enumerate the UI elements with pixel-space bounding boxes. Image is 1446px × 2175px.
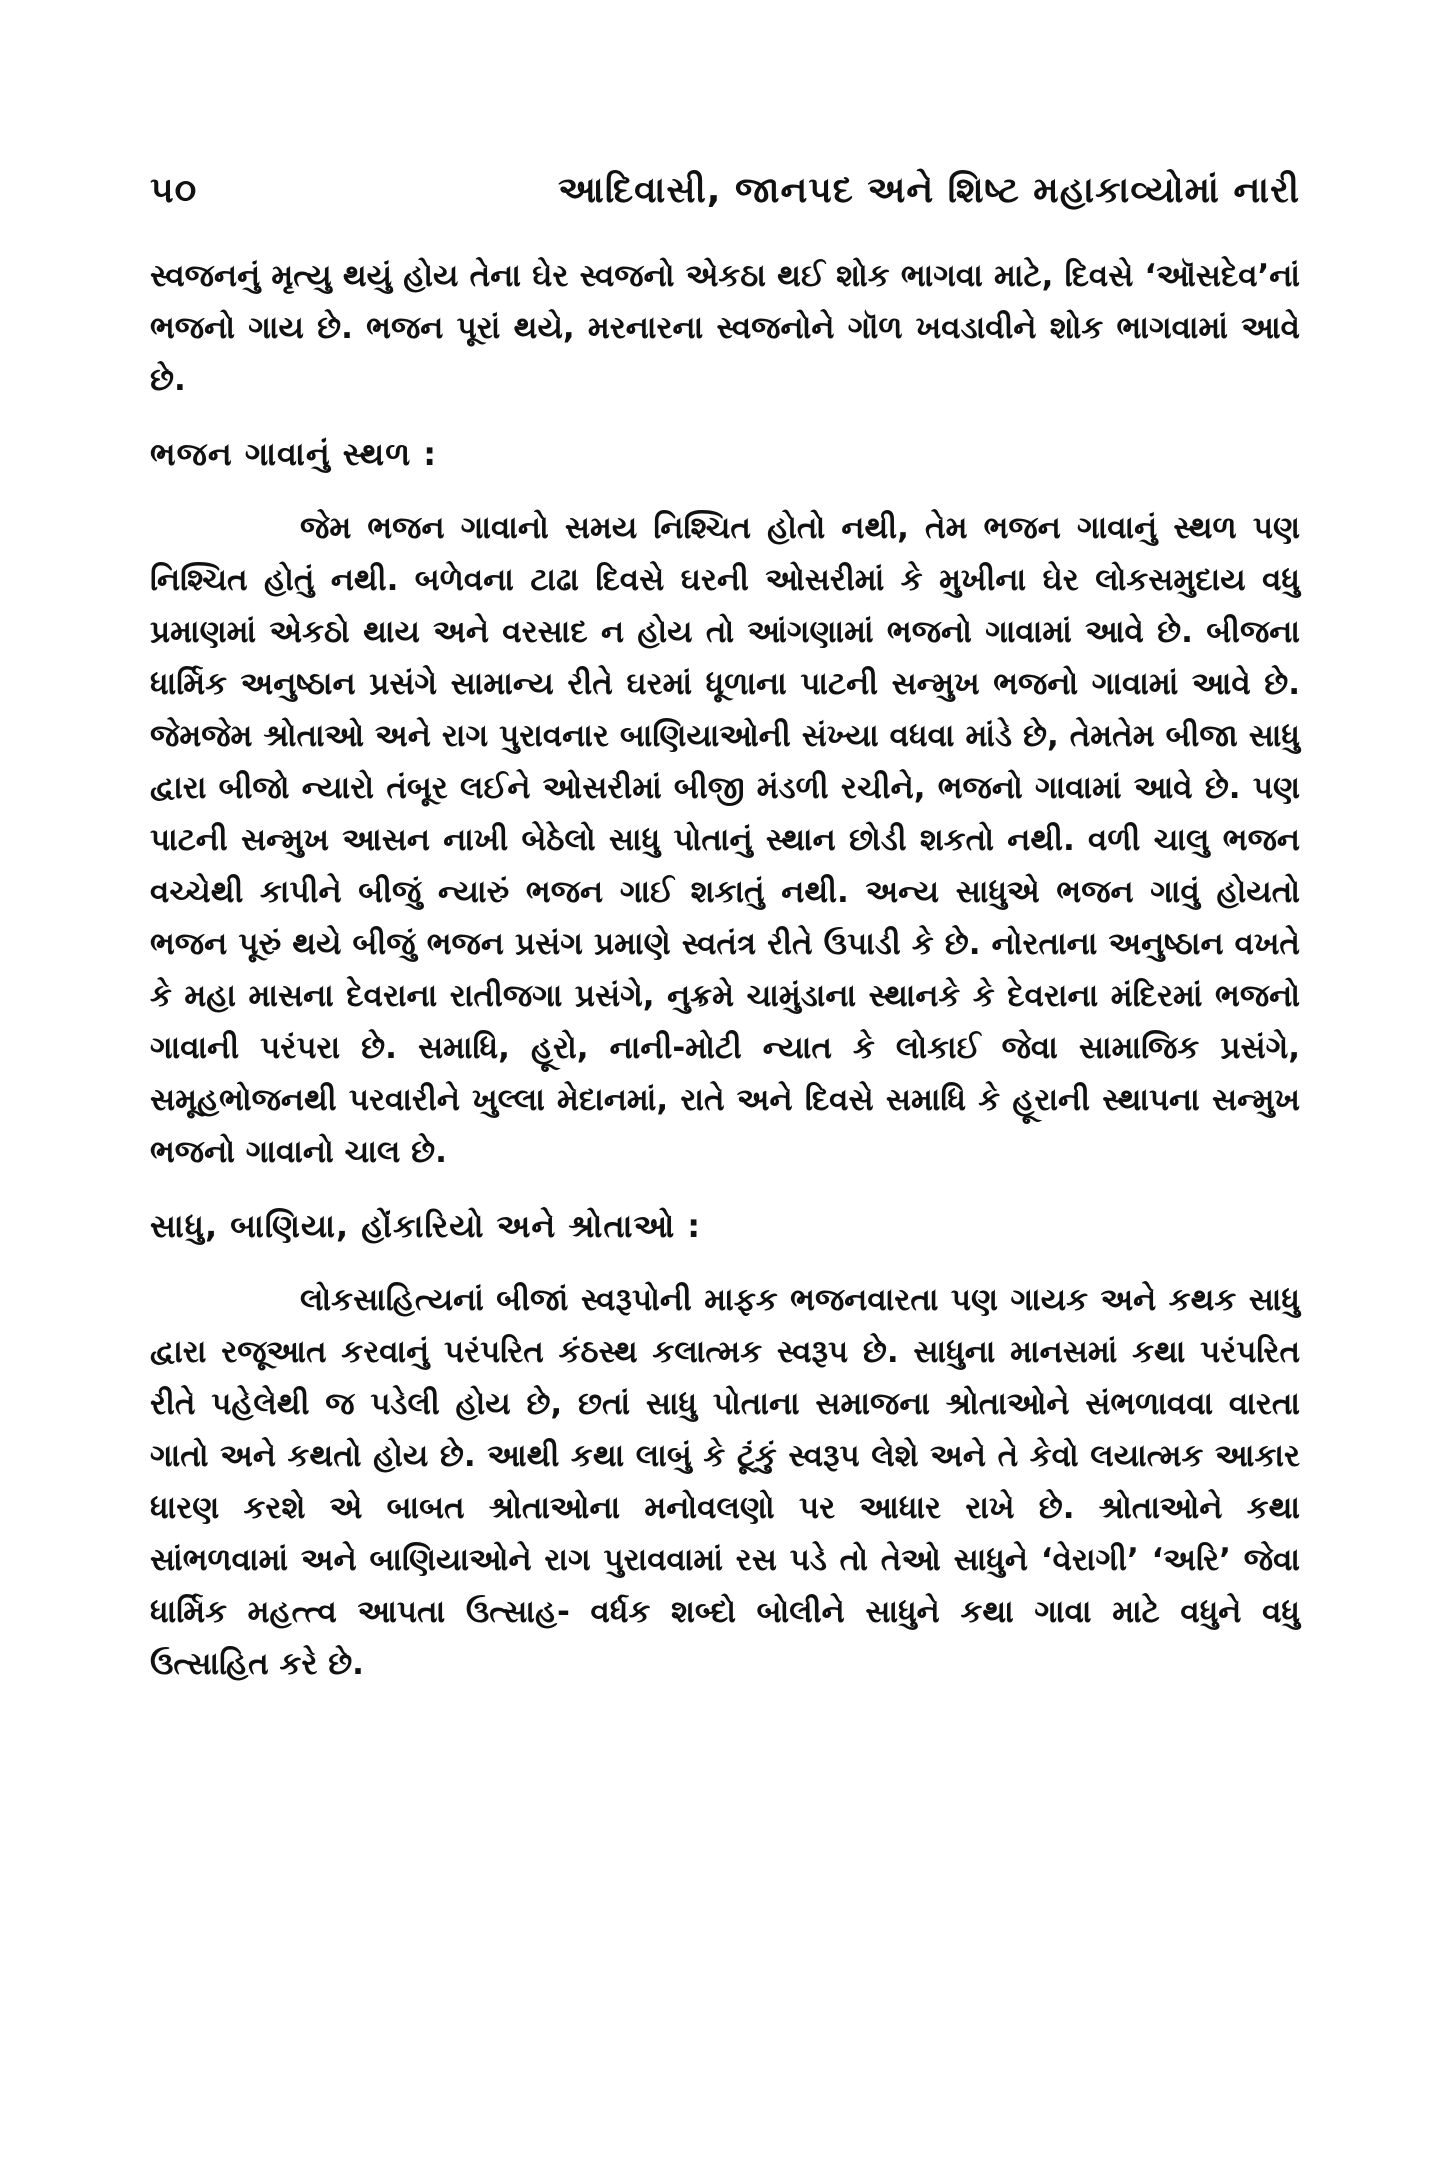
- section-paragraph: લોકસાહિત્યનાં બીજાં સ્વરૂપોની માફક ભજનવારતા પણ ગાયક અને કથક સાધુ દ્વારા રજૂઆત કરવાનું પરંપરિત કંઠસ્થ કલાત્મક સ્વરૂપ છે. સાધુના માનસમાં કથા પરંપરિત રીતે પહેલેથી જ પડેલી હોય છે, છતાં સાધુ પોતાના સમાજના શ્રોતાઓને સંભળાવવા વારતા ગાતો અને કથતો હોય છે. આથી કથા લાબું કે ટૂંકું સ્વરૂપ લેશે અને તે કેવો લયાત્મક આકાર ધારણ કરશે એ બાબત શ્રોતાઓના મનોવલણો પર આધાર રાખે છે. શ્રોતાઓને કથા સાંભળવામાં અને બાણિયાઓને રાગ પુરાવવામાં રસ પડે તો તેઓ સાધુને ‘વેરાગી’ ‘અરિ’ જેવા ધાર્મિક મહત્ત્વ આપતા ઉત્સાહ- વર્ધક શબ્દો બોલીને સાધુને કથા ગાવા માટે વધુને વધુ ઉત્સાહિત કરે છે.: [150, 1282, 1300, 1682]
- running-title: આદિવાસી, જાનપદ અને શિષ્ટ મહાકાવ્યોમાં નારી: [558, 170, 1300, 211]
- section-heading: ભજન ગાવાનું સ્થળ :: [150, 435, 438, 473]
- section-heading: સાધુ, બાણિયા, હોંકારિયો અને શ્રોતાઓ :: [150, 1207, 702, 1245]
- section-paragraph: જેમ ભજન ગાવાનો સમય નિશ્ચિત હોતો નથી, તેમ ભજન ગાવાનું સ્થળ પણ નિશ્ચિત હોતું નથી. બળેવના ટાઢા દિવસે ઘરની ઓસરીમાં કે મુખીના ઘેર લોકસમુદાય વધુ પ્રમાણમાં એકઠો થાય અને વરસાદ ન હોય તો આંગણામાં ભજનો ગાવામાં આવે છે. બીજના ધાર્મિક અનુષ્ઠાન પ્રસંગે સામાન્ય રીતે ઘરમાં ધૂળાના પાટની સન્મુખ ભજનો ગાવામાં આવે છે. જેમજેમ શ્રોતાઓ અને રાગ પુરાવનાર બાણિયાઓની સંખ્યા વધવા માંડે છે, તેમતેમ બીજા સાધુ દ્વારા બીજો ન્યારો તંબૂર લઈને ઓસરીમાં બીજી મંડળી રચીને, ભજનો ગાવામાં આવે છે. પણ પાટની સન્મુખ આસન નાખી બેઠેલો સાધુ પોતાનું સ્થાન છોડી શકતો નથી. વળી ચાલુ ભજન વચ્ચેથી કાપીને બીજું ન્યારું ભજન ગાઈ શકાતું નથી. અન્ય સાધુએ ભજન ગાવું હોયતો ભજન પૂરું થયે બીજું ભજન પ્રસંગ પ્રમાણે સ્વતંત્ર રીતે ઉપાડી કે છે. નોરતાના અનુષ્ઠાન વખતે કે મહા માસના દેવરાના રાતીજગા પ્રસંગે, નુક્રમે ચામુંડાના સ્થાનકે કે દેવરાના મંદિરમાં ભજનો ગાવાની પરંપરા છે. સમાધિ, હૂરો, નાની-મોટી ન્યાત કે લોકાઈ જેવા સામાજિક પ્રસંગે, સમૂહભોજનથી પરવારીને ખુલ્લા મેદાનમાં, રાતે અને દિવસે સમાધિ કે હૂરાની સ્થાપના સન્મુખ ભજનો ગાવાનો ચાલ છે.: [150, 510, 1300, 1170]
- section-bhajan-place: [150, 428, 1300, 1178]
- intro-paragraph: સ્વજનનું મૃત્યુ થયું હોય તેના ઘેર સ્વજનો એકઠા થઈ શોક ભાગવા માટે, દિવસે ‘ઑસદેવ’નાં ભજનો ગાય છે. ભજન પૂરાં થયે, મરનારના સ્વજનોને ગૉળ ખવડાવીને શોક ભાગવામાં આવે છે.: [150, 258, 1300, 398]
- book-page: [150, 160, 1300, 2060]
- section-sadhu-listeners: [150, 1200, 1300, 1690]
- running-head: [150, 160, 1300, 250]
- page-number: ૫૦: [150, 170, 198, 211]
